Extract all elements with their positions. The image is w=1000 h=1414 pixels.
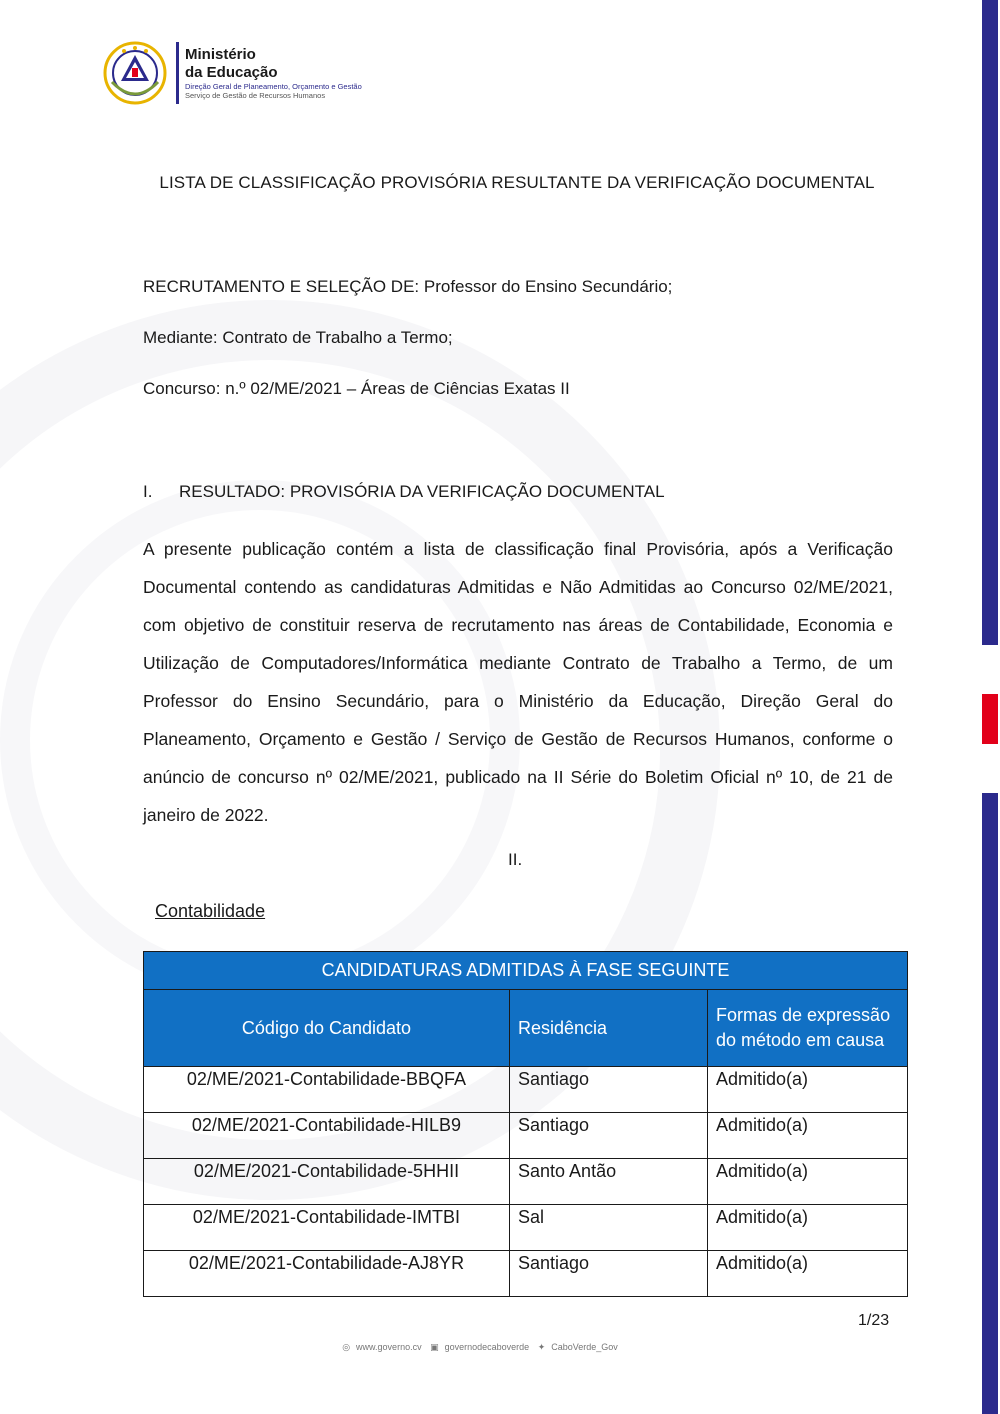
section-numeral: I. <box>143 482 153 501</box>
department-name: Direção Geral de Planeamento, Orçamento e Gestão <box>185 82 362 91</box>
candidate-status: Admitido(a) <box>708 1159 908 1205</box>
table-row <box>144 1113 908 1159</box>
candidate-residence: Santiago <box>510 1113 708 1159</box>
candidate-residence: Sal <box>510 1205 708 1251</box>
candidate-residence: Santiago <box>510 1251 708 1297</box>
twitter-icon: ✦ <box>537 1342 546 1352</box>
header-divider <box>176 42 179 104</box>
right-edge-blue-bar-bottom <box>982 793 998 1414</box>
body-paragraph: A presente publicação contém a lista de classificação final Provisória, após a Verificação Documental contendo as candidaturas Admitidas e Não Admitidas ao Concurso 02/ME/2021, com objetivo de constituir reserva de recrutamento nas áreas de Contabilidade, Economia e Utilização de Computadores/Informática mediante Contrato de Trabalho a Termo, de um Professor do Ensino Secundário, para o Ministério da Educação, Direção Geral do Planeamento, Orçamento e Gestão / Serviço de Gestão de Recursos Humanos, conforme o anúncio de concurso nº 02/ME/2021, publicado na II Série do Boletim Oficial nº 10, de 21 de janeiro de 2022. <box>143 539 893 825</box>
table-row <box>144 1067 908 1113</box>
right-edge-red-bar <box>982 694 998 744</box>
facebook-icon: ▣ <box>430 1342 439 1352</box>
twitter-link[interactable]: CaboVerde_Gov <box>551 1342 618 1352</box>
recruitment-line: RECRUTAMENTO E SELEÇÃO DE: Professor do Ensino Secundário; <box>143 277 673 296</box>
document-title: LISTA DE CLASSIFICAÇÃO PROVISÓRIA RESULTANTE DA VERIFICAÇÃO DOCUMENTAL <box>159 173 875 192</box>
service-name: Serviço de Gestão de Recursos Humanos <box>185 91 326 100</box>
ministry-header <box>102 38 422 108</box>
coat-of-arms-icon <box>102 40 168 106</box>
contest-line: Concurso: n.º 02/ME/2021 – Áreas de Ciências Exatas II <box>143 379 570 398</box>
section2-numeral: II. <box>508 850 523 869</box>
candidate-code: 02/ME/2021-Contabilidade-HILB9 <box>144 1113 510 1159</box>
column-header-forms: Formas de expressão do método em causa <box>708 990 908 1067</box>
area-label: Contabilidade <box>155 901 266 921</box>
footer-social-links <box>0 1342 960 1353</box>
candidate-code: 02/ME/2021-Contabilidade-5HHII <box>144 1159 510 1205</box>
contract-line: Mediante: Contrato de Trabalho a Termo; <box>143 328 453 347</box>
candidate-status: Admitido(a) <box>708 1251 908 1297</box>
column-header-code: Código do Candidato <box>144 990 510 1067</box>
page-number: 1/23 <box>858 1312 890 1329</box>
column-header-residence: Residência <box>510 990 708 1067</box>
candidate-status: Admitido(a) <box>708 1067 908 1113</box>
admitted-candidates-table <box>143 951 908 1297</box>
table-header-row <box>144 990 908 1067</box>
candidate-status: Admitido(a) <box>708 1113 908 1159</box>
ministry-name-line2: da Educação <box>185 64 278 81</box>
facebook-link[interactable]: governodecaboverde <box>444 1342 530 1352</box>
section-heading <box>143 482 665 502</box>
candidate-code: 02/ME/2021-Contabilidade-AJ8YR <box>144 1251 510 1297</box>
table-caption-row <box>144 952 908 990</box>
table-row <box>144 1159 908 1205</box>
candidate-status: Admitido(a) <box>708 1205 908 1251</box>
table-row <box>144 1251 908 1297</box>
table-caption: CANDIDATURAS ADMITIDAS À FASE SEGUINTE <box>144 952 908 990</box>
candidate-code: 02/ME/2021-Contabilidade-BBQFA <box>144 1067 510 1113</box>
candidate-code: 02/ME/2021-Contabilidade-IMTBI <box>144 1205 510 1251</box>
candidate-residence: Santiago <box>510 1067 708 1113</box>
ministry-name-line1: Ministério <box>185 46 256 63</box>
website-link[interactable]: www.governo.cv <box>356 1342 422 1352</box>
section-title: RESULTADO: PROVISÓRIA DA VERIFICAÇÃO DOCUMENTAL <box>179 482 665 501</box>
table-row <box>144 1205 908 1251</box>
candidate-residence: Santo Antão <box>510 1159 708 1205</box>
right-edge-blue-bar-top <box>982 0 998 645</box>
globe-icon: ◎ <box>342 1342 351 1352</box>
